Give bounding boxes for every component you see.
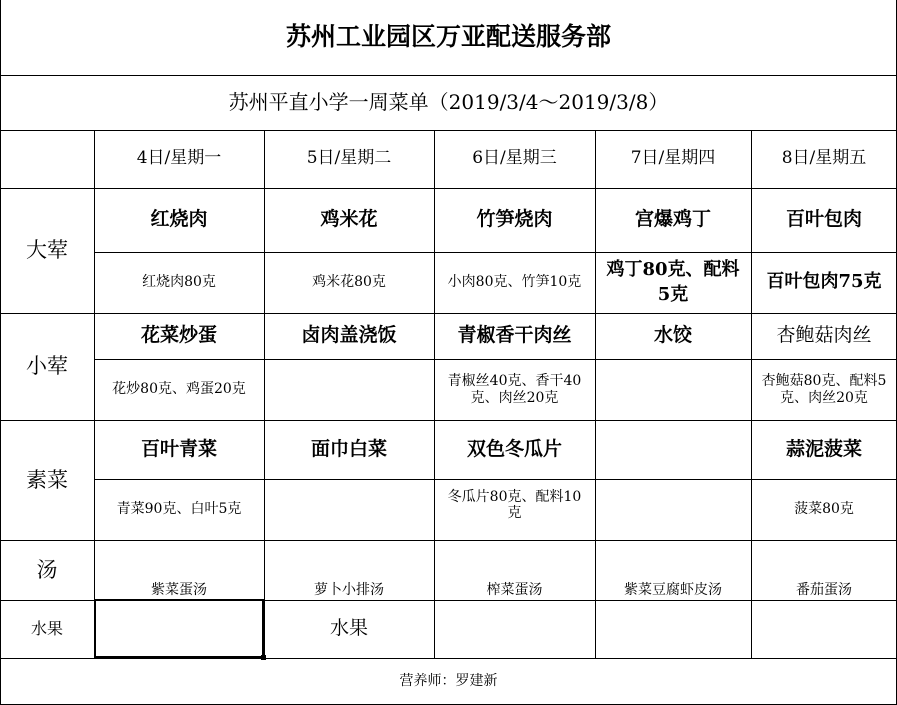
menu-subtitle: 苏州平直小学一周菜单（2019/3/4～2019/3/8） (228, 90, 669, 114)
fruit-tue[interactable]: 水果 (329, 617, 368, 640)
grid-line (94, 130, 95, 658)
veg-ingredients-thu (595, 479, 751, 540)
veg-dish-thu (595, 420, 751, 479)
side-ingredients-mon: 花炒80克、鸡蛋20克 (112, 381, 246, 398)
day-header-thu: 7日/星期四 (630, 148, 716, 169)
side-dish-tue: 卤肉盖浇饭 (301, 324, 397, 347)
grid-line (0, 658, 897, 659)
grid-line (94, 359, 897, 360)
grid-line (0, 420, 897, 421)
category-main-meat: 大荤 (26, 238, 68, 263)
soup-fri: 番茄蛋汤 (796, 581, 852, 598)
grid-line (434, 130, 435, 658)
main-ingredients-wed: 小肉80克、竹笋10克 (447, 274, 582, 291)
day-header-tue: 5日/星期二 (306, 148, 392, 169)
grid-line (751, 130, 752, 658)
grid-line (0, 75, 897, 76)
side-ingredients-wed: 青椒丝40克、香干40克、肉丝20克 (447, 373, 582, 406)
grid-line (595, 130, 596, 658)
category-fruit: 水果 (30, 618, 63, 638)
veg-dish-tue: 面巾白菜 (310, 437, 387, 460)
side-dish-mon: 花菜炒蛋 (140, 324, 217, 347)
main-ingredients-thu: 鸡丁80克、配料5克 (606, 259, 740, 305)
category-vegetable: 素菜 (26, 467, 68, 492)
side-ingredients-tue (264, 359, 434, 420)
main-dish-fri: 百叶包肉 (785, 208, 862, 231)
grid-line (0, 540, 897, 541)
grid-line (264, 130, 265, 658)
side-dish-wed: 青椒香干肉丝 (457, 324, 572, 347)
grid-line (0, 188, 897, 189)
category-soup: 汤 (36, 557, 58, 582)
soup-tue: 萝卜小排汤 (314, 581, 384, 598)
veg-dish-fri: 蒜泥菠菜 (785, 437, 862, 460)
fruit-fri[interactable] (751, 600, 897, 658)
soup-mon: 紫菜蛋汤 (151, 581, 207, 598)
veg-dish-wed: 双色冬瓜片 (466, 437, 562, 460)
day-header-fri: 8日/星期五 (781, 148, 867, 169)
day-header-wed: 6日/星期三 (472, 148, 557, 169)
veg-ingredients-wed: 冬瓜片80克、配料10克 (447, 489, 582, 522)
nutritionist-footer: 营养师：罗建新 (399, 673, 498, 690)
fruit-wed[interactable] (434, 600, 595, 658)
main-dish-thu: 宫爆鸡丁 (634, 208, 711, 231)
main-dish-mon: 红烧肉 (150, 208, 208, 231)
main-dish-tue: 鸡米花 (320, 208, 378, 231)
fill-handle[interactable] (261, 655, 266, 660)
main-ingredients-fri: 百叶包肉75克 (766, 271, 882, 293)
grid-line (94, 479, 897, 480)
side-dish-thu: 水饺 (653, 324, 692, 347)
veg-ingredients-fri: 菠菜80克 (794, 501, 854, 518)
side-dish-fri: 杏鲍菇肉丝 (776, 324, 872, 347)
veg-ingredients-tue (264, 479, 434, 540)
fruit-thu[interactable] (595, 600, 751, 658)
day-header-mon: 4日/星期一 (136, 148, 222, 169)
main-ingredients-tue: 鸡米花80克 (312, 274, 386, 291)
menu-title: 苏州工业园区万亚配送服务部 (285, 22, 611, 52)
side-ingredients-thu (595, 359, 751, 420)
grid-line (94, 252, 897, 253)
soup-wed: 榨菜蛋汤 (486, 581, 543, 598)
grid-line (0, 130, 897, 131)
veg-dish-mon: 百叶青菜 (140, 437, 217, 460)
grid-line (0, 313, 897, 314)
soup-thu: 紫菜豆腐虾皮汤 (624, 581, 722, 598)
veg-ingredients-mon: 青菜90克、白叶5克 (116, 501, 242, 518)
category-side-meat: 小荤 (26, 354, 68, 379)
grid-line (0, 0, 1, 705)
main-ingredients-mon: 红烧肉80克 (142, 274, 216, 291)
side-ingredients-fri: 杏鲍菇80克、配料5克、肉丝20克 (761, 373, 887, 406)
selected-cell-outline (94, 599, 264, 658)
main-dish-wed: 竹笋烧肉 (476, 208, 553, 231)
